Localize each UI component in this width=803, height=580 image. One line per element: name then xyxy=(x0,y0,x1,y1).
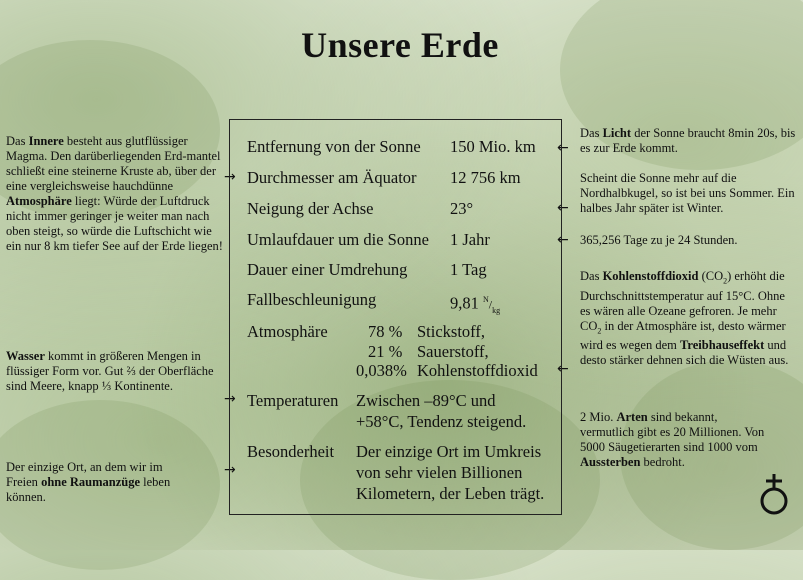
special-label: Besonderheit xyxy=(247,442,335,461)
fact-value-distance: 150 Mio. km xyxy=(450,137,536,156)
fact-label-gravity: Fallbeschleunigung xyxy=(247,290,377,309)
special-line-3: Kilometern, der Leben trägt. xyxy=(356,484,545,503)
page-title: Unsere Erde xyxy=(301,25,499,65)
atmosphere-percent-oxygen: 21 % xyxy=(368,342,403,361)
unit-denominator: kg xyxy=(492,305,501,315)
special-line-1: Der einzige Ort im Umkreis xyxy=(356,442,542,461)
note-co2: Das Kohlenstoffdioxid $(CO_2)$ erhöht die Durchschnittstemperatur auf 15°C. Ohne es wären alle Ozeane gefroren. Je mehr $CO_2$ in der Atmosphäre ist, desto wärmer wird es wegen dem Treibhauseffekt und desto stärker dehnen sich die Wüsten aus. xyxy=(580,269,789,367)
note-light: Das Licht der Sonne braucht 8min 20s, bis es zur Erde kommt. xyxy=(580,126,796,155)
atmosphere-label: Atmosphäre xyxy=(247,322,328,341)
atmosphere-percent-nitrogen: 78 % xyxy=(368,322,403,341)
fact-value-rotation: 1 Tag xyxy=(450,260,487,279)
fact-label-rotation: Dauer einer Umdrehung xyxy=(247,260,408,279)
note-species: 2 Mio. Arten sind bekannt, vermutlich gibt es 20 Millionen. Von 5000 Säugetierarten sind 1000 vom Aussterben bedroht. xyxy=(580,410,765,469)
temperature-line-1: Zwischen –89°C und xyxy=(356,391,496,410)
fact-value-gravity: 9,81 $^N/_{kg}$ xyxy=(450,293,501,315)
arrow-right-icon: → xyxy=(224,391,236,407)
fact-label-distance: Entfernung von der Sonne xyxy=(247,137,421,156)
atmosphere-gas-oxygen: Sauerstoff, xyxy=(417,342,489,361)
special-line-2: von sehr vielen Billionen xyxy=(356,463,523,482)
fact-value-diameter: 12 756 km xyxy=(450,168,521,187)
atmosphere-gas-nitrogen: Stickstoff, xyxy=(417,322,485,341)
arrow-left-icon: ← xyxy=(557,361,569,377)
fact-label-orbit: Umlaufdauer um die Sonne xyxy=(247,230,429,249)
arrow-right-icon: → xyxy=(224,169,236,185)
temperature-label: Temperaturen xyxy=(247,391,339,410)
earth-symbol-icon xyxy=(754,470,794,520)
fact-label-tilt: Neigung der Achse xyxy=(247,199,374,218)
arrow-left-icon: ← xyxy=(557,200,569,216)
arrow-left-icon: ← xyxy=(557,232,569,248)
unit-numerator: N xyxy=(483,295,489,304)
note-inner: Das Innere besteht aus glutflüssiger Magma. Den darüberliegenden Erd-mantel schließt eine steinerne Kruste ab, über der eine vergleichsweise hauchdünne Atmosphäre liegt: Würde der Luftdruck nicht immer geringer je weiter man nach oben steigt, so würde die Luftschicht wie ein nur 8 km tiefer See auf der Erde liegen! xyxy=(6,134,223,253)
note-water: Wasser kommt in größeren Mengen in flüssiger Form vor. Gut ⅔ der Oberfläche sind Meere, knapp ⅓ Kontinente. xyxy=(6,349,214,393)
fact-label-diameter: Durchmesser am Äquator xyxy=(247,168,417,187)
arrow-right-icon: → xyxy=(224,462,236,478)
atmosphere-gas-co2: Kohlenstoffdioxid xyxy=(417,361,538,380)
arrow-left-icon: ← xyxy=(557,140,569,156)
atmosphere-percent-co2: 0,038% xyxy=(356,361,407,380)
fact-value-tilt: 23° xyxy=(450,199,474,218)
note-season: Scheint die Sonne mehr auf die Nordhalbkugel, so ist bei uns Sommer. Ein halbes Jahr später ist Winter. xyxy=(580,171,795,215)
temperature-line-2: +58°C, Tendenz steigend. xyxy=(356,412,527,431)
fact-value-orbit: 1 Jahr xyxy=(450,230,490,249)
note-place: Der einzige Ort, an dem wir im Freien ohne Raumanzüge leben können. xyxy=(6,460,171,504)
note-days: 365,256 Tage zu je 24 Stunden. xyxy=(580,233,738,247)
